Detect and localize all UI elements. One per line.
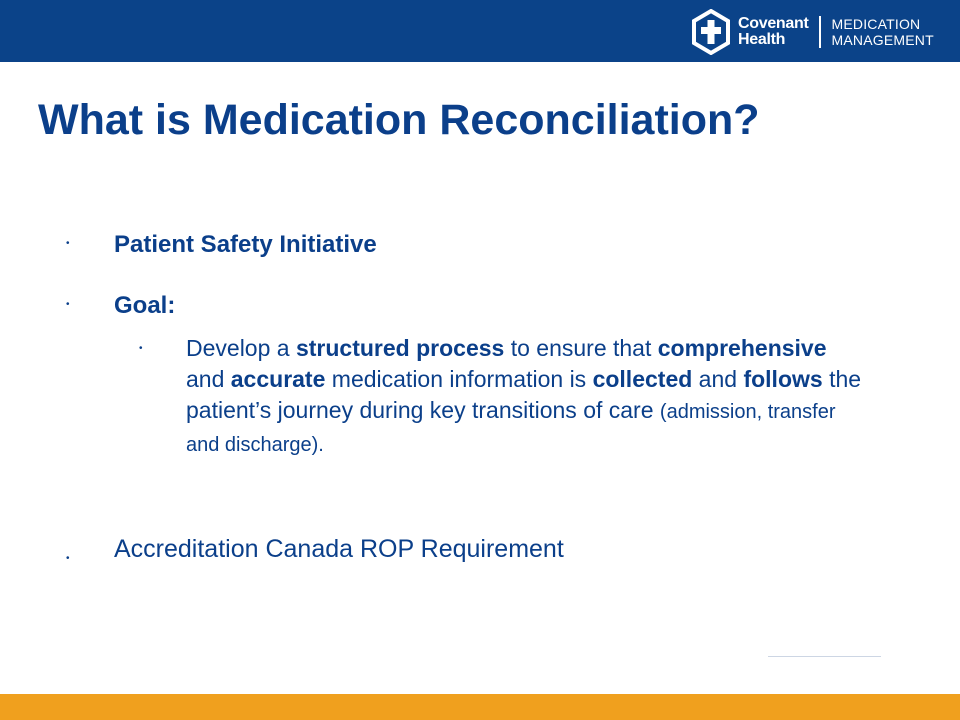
department-line2: MANAGEMENT xyxy=(831,32,934,48)
sub-bullet-marker: • xyxy=(139,343,143,354)
goal-text: and xyxy=(186,366,231,392)
org-name-line1: Covenant xyxy=(738,15,809,32)
goal-description xyxy=(186,333,866,461)
bullet-marker: • xyxy=(66,299,70,310)
goal-text: the patient’s journey during key transitions of care xyxy=(186,366,862,423)
goal-text: Develop a xyxy=(186,335,296,361)
goal-emphasis: comprehensive xyxy=(657,335,827,361)
bullet-patient-safety xyxy=(114,231,377,259)
goal-text: to ensure that xyxy=(504,335,658,361)
footer-bar xyxy=(0,694,960,720)
bullet-marker: • xyxy=(66,238,70,249)
bullet-label: Patient Safety Initiative xyxy=(114,231,377,258)
bullet-label: Accreditation Canada ROP Requirement xyxy=(114,535,564,563)
goal-text: and xyxy=(692,366,744,392)
goal-text: medication information is xyxy=(325,366,593,392)
org-name-line2: Health xyxy=(738,31,786,48)
goal-emphasis: follows xyxy=(743,366,823,392)
bullet-marker: • xyxy=(66,553,70,564)
goal-emphasis: structured process xyxy=(295,335,505,361)
department-line1: MEDICATION xyxy=(831,16,921,32)
goal-emphasis: accurate xyxy=(230,366,326,392)
goal-transitions: (admission, transfer and discharge). xyxy=(186,401,836,456)
bullet-accreditation xyxy=(114,535,564,564)
goal-emphasis: collected xyxy=(592,366,693,392)
footer-rule xyxy=(768,656,881,657)
slide-title: What is Medication Reconciliation? xyxy=(38,96,760,144)
bullet-goal xyxy=(114,292,175,320)
bullet-label: Goal: xyxy=(114,292,176,319)
